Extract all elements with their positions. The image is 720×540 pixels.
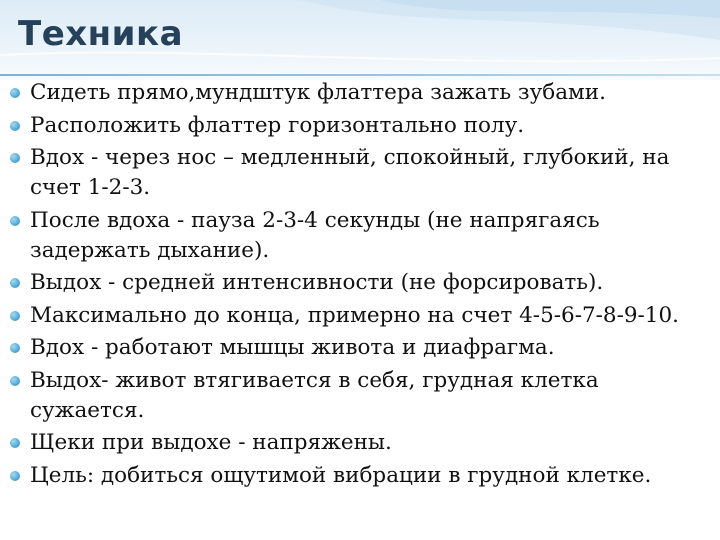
bullet-icon	[10, 438, 20, 448]
list-item-text: Щеки при выдохе - напряжены.	[30, 430, 392, 455]
list-item	[0, 366, 720, 426]
bullet-icon	[10, 153, 20, 163]
list-item-text: Вдох - через нос – медленный, спокойный, глубокий, на счет 1-2-3.	[30, 145, 670, 200]
bullet-icon	[10, 88, 20, 98]
bullet-list	[0, 78, 720, 493]
list-item-text: После вдоха - пауза 2-3-4 секунды (не напрягаясь задержать дыхание).	[30, 207, 600, 263]
list-item	[0, 428, 720, 458]
list-item-text: Сидеть прямо,мундштук флаттера зажать зубами.	[30, 80, 606, 105]
list-item	[0, 111, 720, 141]
bullet-icon	[10, 216, 20, 226]
page-title: Техника	[18, 14, 184, 54]
bullet-icon	[10, 343, 20, 353]
list-item	[0, 268, 720, 298]
title-divider	[0, 74, 720, 76]
list-item	[0, 333, 720, 363]
bullet-icon	[10, 278, 20, 288]
bullet-icon	[10, 311, 20, 321]
list-item-text: Выдох - средней интенсивности (не форсировать).	[30, 270, 604, 295]
list-item	[0, 206, 720, 266]
list-item-text: Вдох - работают мышцы живота и диафрагма.	[30, 335, 555, 360]
list-item	[0, 301, 720, 331]
bullet-icon	[10, 471, 20, 481]
list-item	[0, 78, 720, 108]
list-item	[0, 461, 720, 491]
list-item-text: Максимально до конца, примерно на счет 4-5-6-7-8-9-10.	[30, 302, 679, 328]
bullet-icon	[10, 121, 20, 131]
list-item-text: Расположить флаттер горизонтально полу.	[30, 112, 525, 138]
list-item-text: Цель: добиться ощутимой вибрации в грудной клетке.	[30, 462, 652, 488]
list-item-text: Выдох- живот втягивается в себя, грудная клетка сужается.	[30, 367, 599, 423]
bullet-icon	[10, 376, 20, 386]
list-item	[0, 143, 720, 203]
